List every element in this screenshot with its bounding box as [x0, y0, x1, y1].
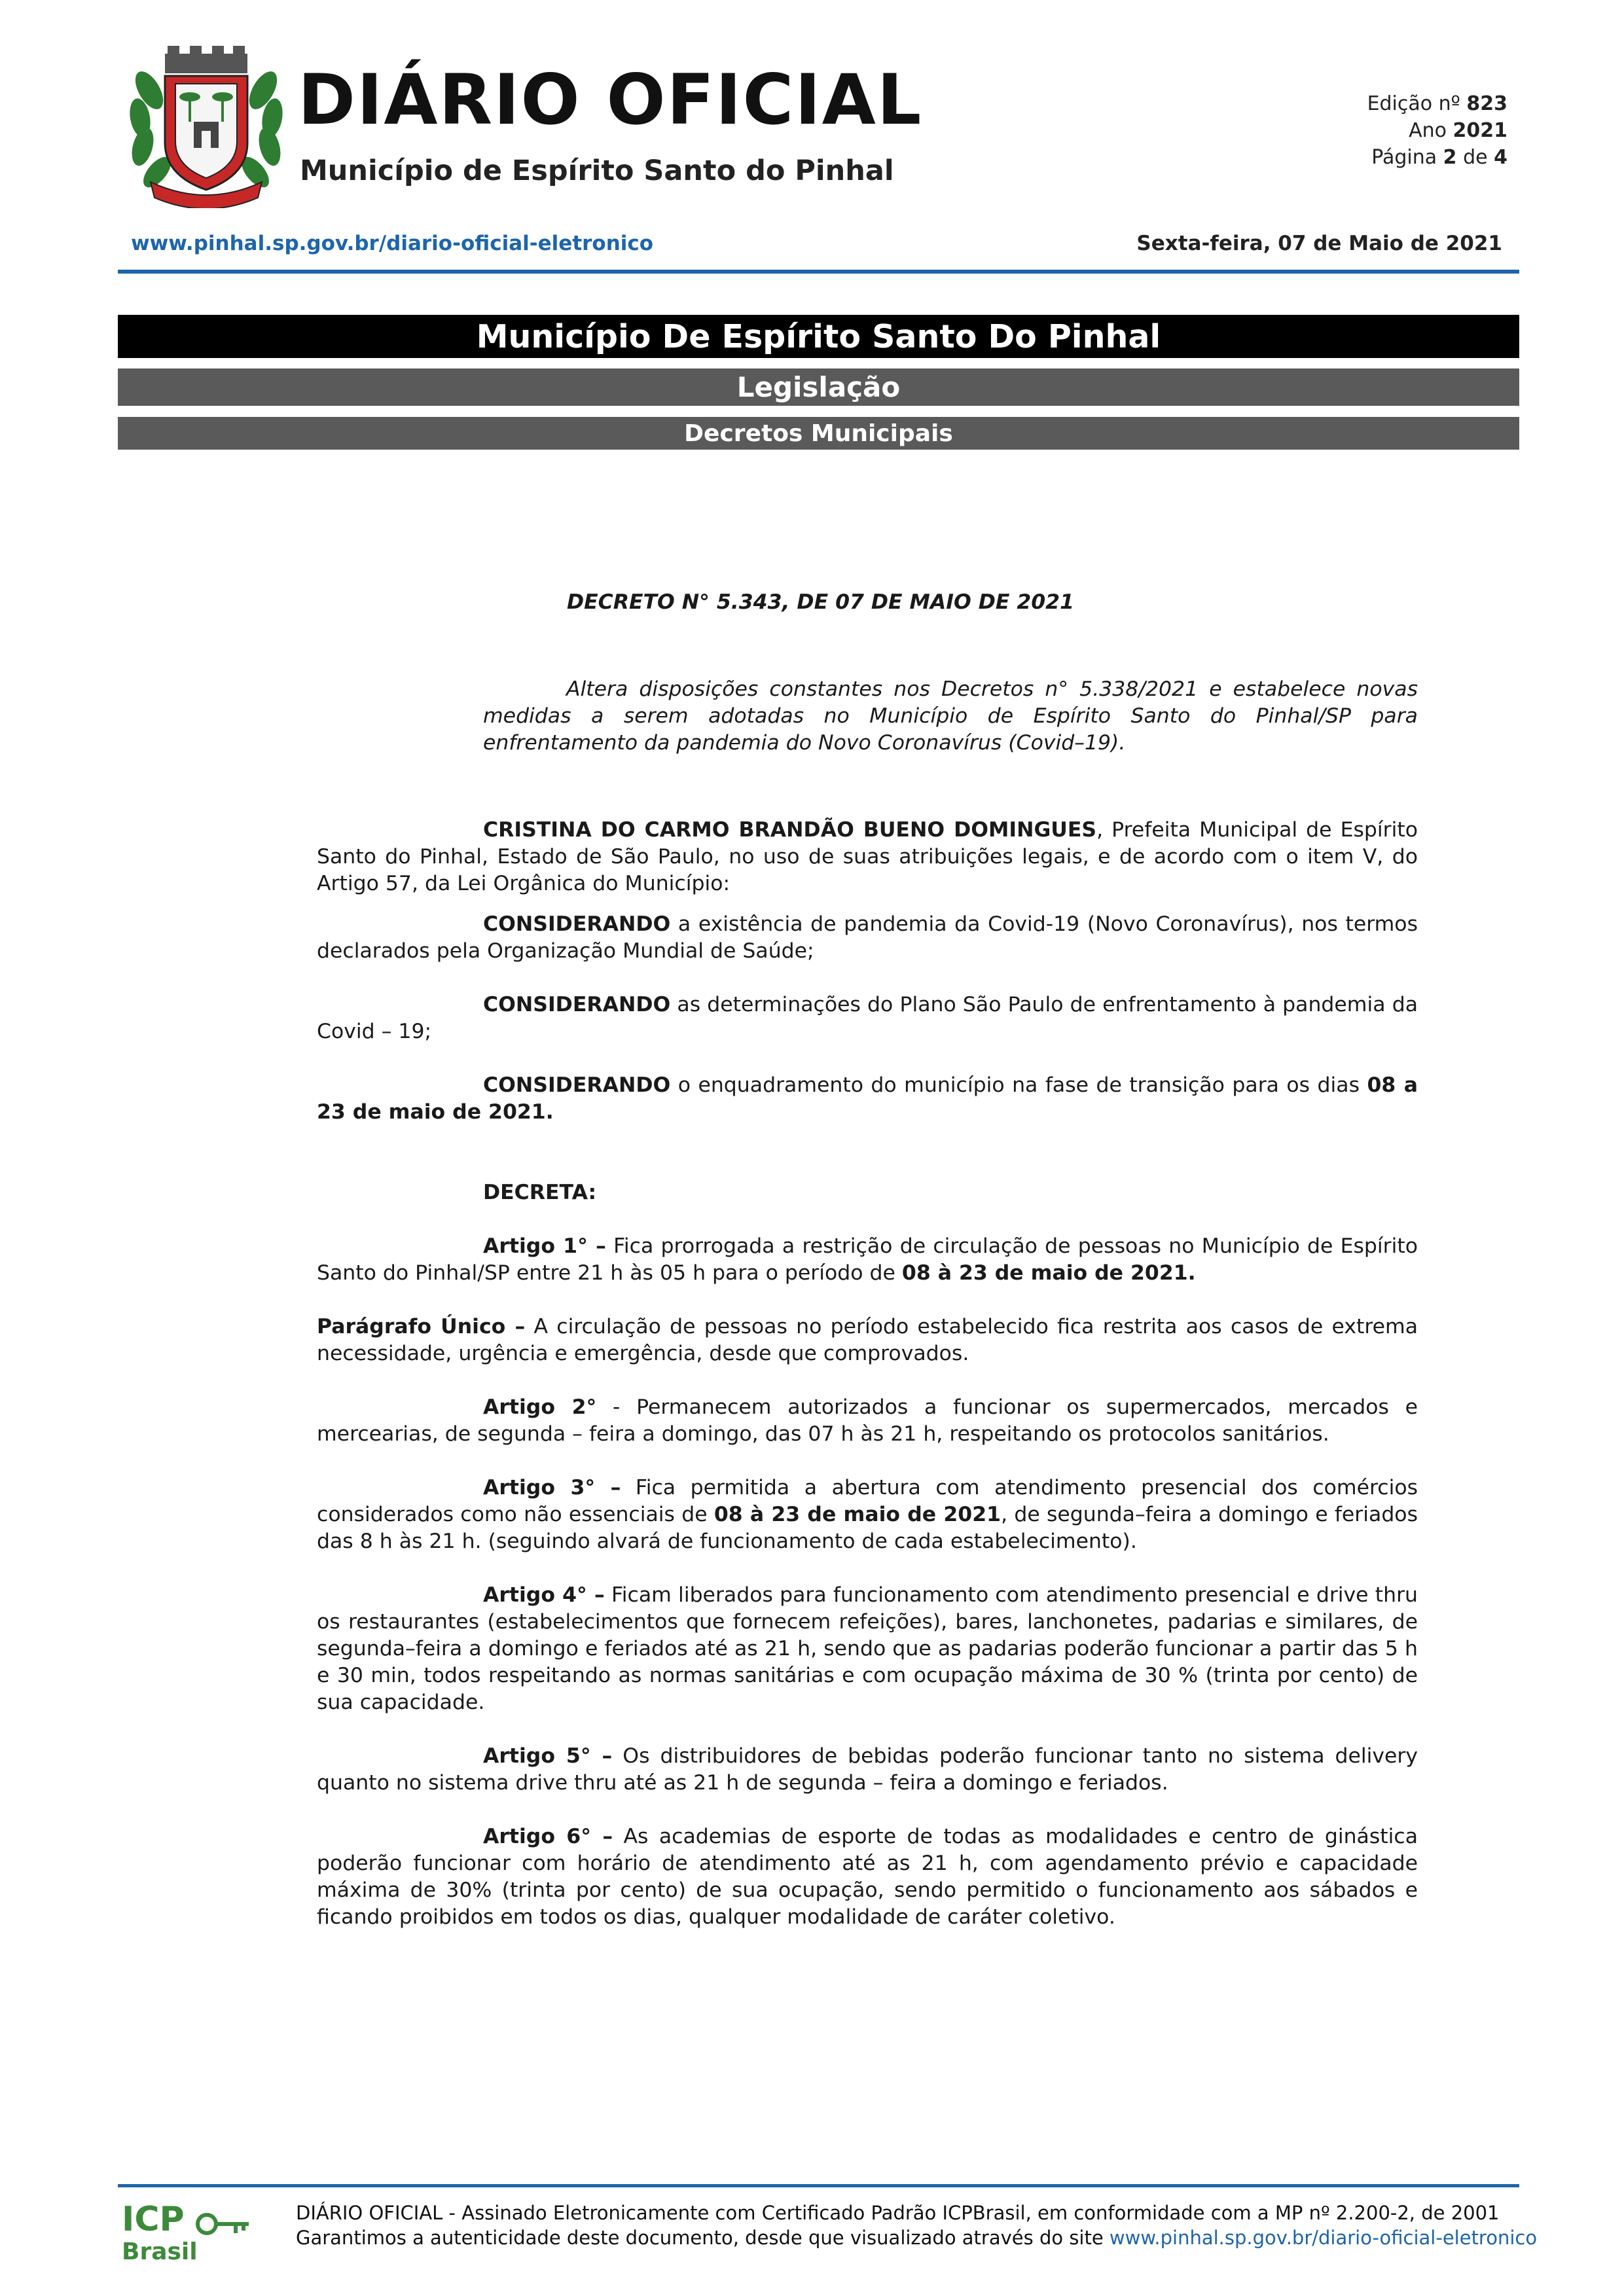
- brasil-logo-text: Brasil: [122, 2238, 198, 2263]
- artigo-1: Artigo 1° – Fica prorrogada a restrição de circulação de pessoas no Município de Espírito Santo do Pinhal/SP entre 21 h às 05 h para o período de 08 à 23 de maio de 2021.: [317, 1234, 1418, 1285]
- site-link[interactable]: www.pinhal.sp.gov.br/diario-oficial-eletronico: [131, 232, 654, 255]
- icp-brasil-logo: [120, 2198, 251, 2263]
- gazette-subtitle: Município de Espírito Santo do Pinhal: [300, 154, 894, 187]
- section-bar-municipio: Município De Espírito Santo Do Pinhal: [118, 315, 1519, 358]
- artigo-4: Artigo 4° – Ficam liberados para funcionamento com atendimento presencial e drive thru os restaurantes (estabelecimentos que fornecem refeições), bares, lanchonetes, padarias e similares, de segunda–feira a domingo e feriados até as 21 h, sendo que as padarias poderão funcionar a partir das 5 h e 30 min, todos respeitando as normas sanitárias e com ocupação máxima de 30 % (trinta por cento) de sua capacidade.: [317, 1583, 1418, 1714]
- header-divider: [118, 270, 1519, 274]
- year-line: Ano 2021: [1409, 119, 1507, 142]
- publication-date: Sexta-feira, 07 de Maio de 2021: [1136, 232, 1502, 255]
- preamble: CRISTINA DO CARMO BRANDÃO BUENO DOMINGUES, Prefeita Municipal de Espírito Santo do Pinhal, Estado de São Paulo, no uso de suas atribuições legais, e de acordo com o item V, do Artigo 57, da Lei Orgânica do Município:: [317, 818, 1418, 895]
- municipal-crest-logo: [124, 45, 288, 208]
- considerando-2: CONSIDERANDO as determinações do Plano São Paulo de enfrentamento à pandemia da Covid – 19;: [317, 993, 1418, 1043]
- considerando-1: CONSIDERANDO a existência de pandemia da Covid-19 (Novo Coronavírus), nos termos declarados pela Organização Mundial de Saúde;: [317, 912, 1418, 963]
- footer-text: [296, 2200, 1537, 2250]
- artigo-5: Artigo 5° – Os distribuidores de bebidas poderão funcionar tanto no sistema delivery quanto no sistema drive thru até as 21 h de segunda – feira a domingo e feriados.: [317, 1744, 1418, 1795]
- artigo-2: Artigo 2° - Permanecem autorizados a funcionar os supermercados, mercados e mercearias, de segunda – feira a domingo, das 07 h às 21 h, respeitando os protocolos sanitários.: [317, 1395, 1418, 1446]
- decreta-heading: DECRETA:: [483, 1181, 597, 1204]
- paragrafo-unico: Parágrafo Único – A circulação de pessoas no período estabelecido fica restrita aos casos de extrema necessidade, urgência e emergência, desde que comprovados.: [317, 1315, 1418, 1365]
- decree-ementa: Altera disposições constantes nos Decretos n° 5.338/2021 e estabelece novas medidas a serem adotadas no Município de Espírito Santo do Pinhal/SP para enfrentamento da pandemia do Novo Coronavírus (Covid–19).: [483, 677, 1418, 755]
- gazette-title: DIÁRIO OFICIAL: [298, 60, 923, 140]
- footer-site-link[interactable]: www.pinhal.sp.gov.br/diario-oficial-eletronico: [1109, 2227, 1538, 2249]
- edition-info: [1367, 90, 1507, 171]
- footer-line-1: DIÁRIO OFICIAL - Assinado Eletronicamente com Certificado Padrão ICPBrasil, em conformidade com a MP nº 2.200-2, de 2001: [296, 2202, 1500, 2224]
- section-bar-legislacao: Legislação: [118, 368, 1519, 406]
- footer-divider: [118, 2184, 1519, 2187]
- section-bar-decretos: Decretos Municipais: [118, 417, 1519, 450]
- decree-title: DECRETO N° 5.343, DE 07 DE MAIO DE 2021: [567, 590, 1074, 614]
- considerando-3: CONSIDERANDO o enquadramento do município na fase de transição para os dias 08 a 23 de maio de 2021.: [317, 1073, 1418, 1124]
- edition-line: Edição nº 823: [1367, 92, 1507, 115]
- icp-logo-text: ICP: [122, 2200, 185, 2239]
- decree-body: [317, 589, 1418, 1931]
- footer-line-2: Garantimos a autenticidade deste documento, desde que visualizado através do site www.pinhal.sp.gov.br/diario-oficial-eletronico: [296, 2227, 1538, 2249]
- page-line: Página 2 de 4: [1371, 146, 1507, 169]
- artigo-6: Artigo 6° – As academias de esporte de todas as modalidades e centro de ginástica poderão funcionar com horário de atendimento até as 21 h, com agendamento prévio e capacidade máxima de 30% (trinta por cento) de sua ocupação, sendo permitido o funcionamento aos sábados e ficando proibidos em todos os dias, qualquer modalidade de caráter coletivo.: [317, 1825, 1418, 1929]
- key-icon: [198, 2215, 249, 2233]
- artigo-3: Artigo 3° – Fica permitida a abertura com atendimento presencial dos comércios considerados como não essenciais de 08 à 23 de maio de 2021, de segunda–feira a domingo e feriados das 8 h às 21 h. (seguindo alvará de funcionamento de cada estabelecimento).: [317, 1476, 1418, 1553]
